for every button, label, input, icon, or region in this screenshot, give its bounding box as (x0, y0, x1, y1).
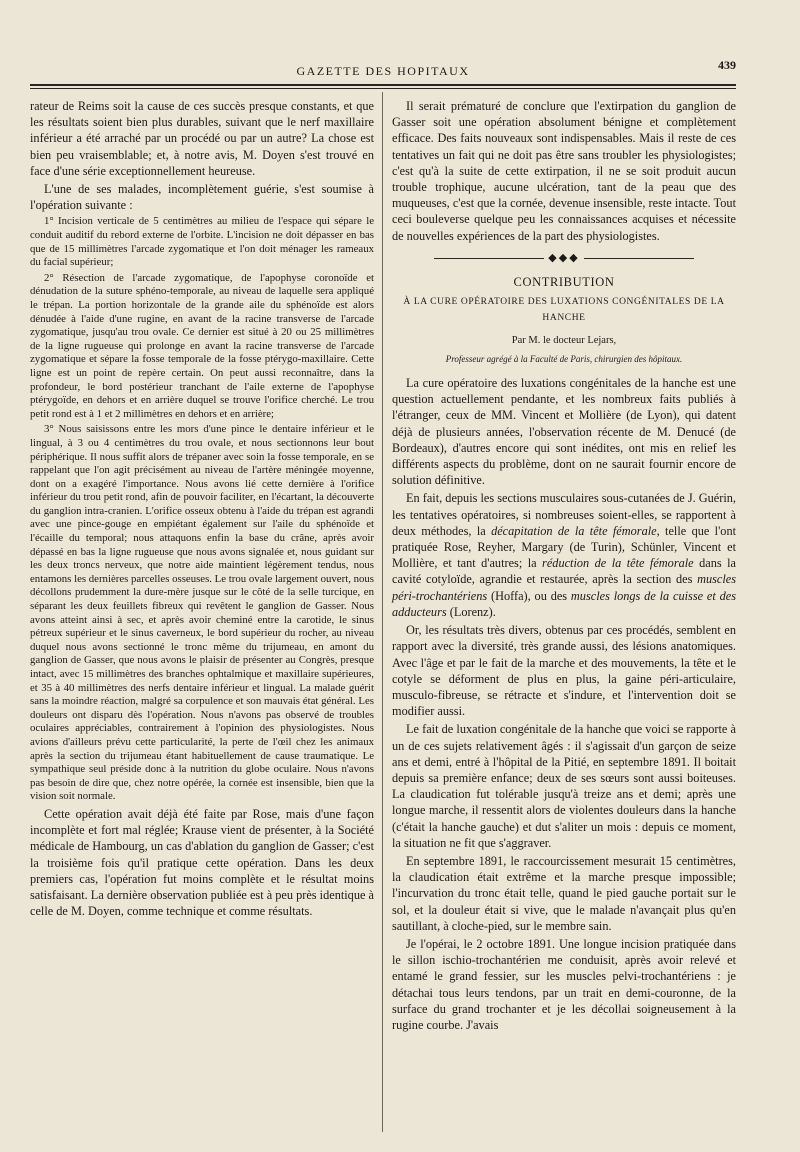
column-divider (382, 92, 383, 1132)
paragraph: Le fait de luxation congénitale de la hanche que voici se rapporte à un de ces sujets relativement âgés : il s'agissait d'un garçon de seize ans et demi, entré à l'hôpital de la Pitié, en septembre 1891. Il boitait depuis sa première enfance; deux de ses sœurs sont aussi boiteuses. La claudication fut tolérable jusqu'à treize ans et demi; après une longue marche, il ressentit alors de violentes douleurs dans la hanche (c'était la hanche gauche) et dut s'aliter un mois : depuis ce moment, la situation ne fit que s'aggraver. (392, 722, 736, 850)
paragraph: Cette opération avait déjà été faite par Rose, mais d'une façon incomplète et fort mal réglée; Krause vient de présenter, à la Société médicale de Hambourg, un cas d'ablation du ganglion de Gasser; c'est la troisième fois qu'il pratique cette opération. Dans les deux premiers cas, l'opération fut moins complète et le résultat moins satisfaisant. La dernière observation publiée est à peu près identique à celle de M. Doyen, comme technique et comme résultats. (30, 806, 374, 919)
header-rule (30, 84, 736, 86)
article-subtitle: À LA CURE OPÉRATOIRE DES LUXATIONS CONGÉNITALES DE LA HANCHE (403, 297, 725, 324)
paragraph: rateur de Reims soit la cause de ces succès presque constants, et que les résultats soient bien plus durables, suivant que le nerf maxillaire inférieur a été arraché par un procédé ou par un autre? La chose est bien peu vraisemblable; et, à notre avis, M. Doyen s'est trouvé en face d'une série exceptionnellement heureuse. (30, 99, 374, 178)
page-header (30, 56, 736, 80)
procedure-step-2: 2° Résection de l'arcade zygomatique, de l'apophyse coronoïde et dénudation de la suture sphéno-temporale, au niveau de laquelle sera appliqué le trépan. La portion horizontale de la grande aile du sphénoïde est alors dénudée à l'aide d'une rugine, en avant de la racine transverse de l'arcade zygomatique, jusqu'au trou ovale. Ce dernier est situé à 20 ou 25 millimètres de la ligne rugueuse qui prolonge en avant la racine transverse de l'arcade zygomatique et sépare la fosse temporale de la fosse ptérygo-maxillaire. Cette ligne est un point de repère certain. On peut aussi reconnaître, dans la profondeur, le bord postérieur tranchant de l'aile externe de l'apophyse ptérygoïde, en dehors et en arrière duquel se trouve l'orifice cherché. Le trou petit rond est à 1 et 2 millimètres en dehors et en arrière; (30, 271, 374, 420)
header-rule-thin (30, 88, 736, 89)
paragraph: Or, les résultats très divers, obtenus par ces procédés, semblent en rapport avec la diversité, très grande aussi, des lésions anatomiques. Avec l'âge et par le fait de la marche et des mouvements, la tête et le cotyle se déforment de plus en plus, la gaine péri-articulaire, musculo-fibreuse, se rétracte et s'indure, et l'intervention doit se modifier aussi. (392, 623, 736, 719)
section-separator: ◆◆◆ (392, 250, 736, 266)
paragraph: En fait, depuis les sections musculaires sous-cutanées de J. Guérin, les tentatives opératoires, si nombreuses soient-elles, se rapportent à deux méthodes, la décapitation de la tête fémorale, telle que l'ont pratiquée Rose, Reyher, Margary (de Turin), Schünler, Vincent et Mollière, et tant d'autres; la réduction de la tête fémorale dans la cavité cotyloïde, agrandie et restaurée, après la section des muscles péri-trochantériens (Hoffa), ou des muscles longs de la cuisse et des adducteurs (Lorenz). (392, 491, 737, 619)
procedure-step-1: 1° Incision verticale de 5 centimètres au milieu de l'espace qui sépare le conduit auditif du rebord externe de l'orbite. L'incision ne doit dépasser en bas que de 15 millimètres l'arcade zygomatique et l'on doit ménager les rameaux du facial supérieur; (30, 215, 374, 269)
author-affiliation: Professeur agrégé à la Faculté de Paris, chirurgien des hôpitaux. (445, 353, 683, 364)
page-number: 439 (718, 58, 736, 72)
running-title: GAZETTE DES HOPITAUX (296, 64, 470, 78)
article-title: CONTRIBUTION (513, 275, 615, 290)
paragraph: Je l'opérai, le 2 octobre 1891. Une longue incision pratiquée dans le sillon ischio-trochantérien me conduisit, après avoir relevé et entamé le grand fessier, sur les muscles pelvi-trochantériens : je détachai tous leurs tendons, par un trait en demi-couronne, de la surface du grand trochanter et je les décollai soigneusement à la rugine courbe. J'avais (392, 936, 736, 1032)
paragraph: La cure opératoire des luxations congénitales de la hanche est une question actuellement pendante, et les nombreux faits publiés à l'étranger, ceux de MM. Vincent et Mollière (de Lyon), qui datent déjà de plusieurs années, l'observation récente de M. Denucé (de Bordeaux), d'autres encore qui sont inédites, ont mis en relief les différents aspects du problème, dont on ne saurait fournir encore de solution définitive. (392, 376, 736, 488)
procedure-step-3: 3° Nous saisissons entre les mors d'une pince le dentaire inférieur et le lingual, à 3 ou 4 centimètres du trou ovale, et nous sectionnons leur bout périphérique. Il nous suffit alors de trépaner avec soin la fosse temporale, en se rappelant que l'on agit précisément au niveau de l'artère méningée moyenne, dont on a exagéré l'importance. Nous avons lié cette dernière à l'orifice inférieur du trou petit rond, afin de pouvoir faciliter, en l'écartant, la découverte du ganglion intra-cranien. L'orifice osseux obtenu à l'aide du trépan est agrandi avec une pince-gouge en empiétant également sur l'aile du sphénoïde et l'écaille du temporal; nous attaquons enfin la base du crâne, après avoir dépassé en bas la ligne rugueuse que nous avons signalée et, nous guidant sur les deux troncs nerveux, que notre aide maintient légèrement tendus, nous entamons les dernières parcelles osseuses. Le trou ovale largement ouvert, nous décollons prudemment la dure-mère jusque sur le côté de la selle turcique, en séparant les deux feuillets fibreux qui revêtent le ganglion de Gasser. Nous avons atteint ainsi à sec, et après avoir cheminé entre la carotide, le sinus pétreux supérieur et le sinus caverneux, le bord supérieur du rocher, au niveau duquel nous avons sectionné le tronc même du trijumeau, en amont du ganglion de Gasser, que nous avons le plaisir de présenter au Congrès, presque intact, avec 15 millimètres des branches ophtalmique et maxillaire supérieures, et 35 à 40 millimètres des nerfs dentaire inférieur et lingual. La malade guérit sans la moindre réaction, malgré sa corpulence et son mauvais état général. Les douleurs ont disparu dès l'opération. Nous n'avons pas observé de troubles oculaires appréciables, contrairement à l'opinion des physiologistes. Nous avions d'ailleurs prévu cette particularité, la perte de l'œil chez les animaux après la section du trijumeau étant habituellement de cause traumatique. Le sympathique seul préside donc à la nutrition du globe oculaire. Nous n'avons pas besoin de dire que, chez notre opérée, la cornée est insensible, bien que la vision soit normale. (30, 423, 374, 803)
paragraph: Il serait prématuré de conclure que l'extirpation du ganglion de Gasser soit une opération absolument bénigne et complètement efficace. Des faits nouveaux sont indispensables. Mais il reste de ces tentatives un fait qui ne doit pas être sans troubler les physiologistes; c'est qu'à la suite de cette extirpation, il ne se soit produit aucun trouble trophique, aucune ulcération, tant de la peau que des muqueuses, c'est que la cornée, devenue insensible, reste intacte. Tout ceci bouleverse quelque peu les connaissances acquises et nécessite de nouvelles expériences de la part des physiologistes. (392, 99, 736, 243)
left-column (30, 98, 374, 921)
article-author: Par M. le docteur Lejars, (511, 334, 617, 346)
paragraph: L'une de ses malades, incomplètement guérie, s'est soumise à l'opération suivante : (30, 182, 374, 213)
right-column (392, 98, 736, 1035)
paragraph: En septembre 1891, le raccourcissement mesurait 15 centimètres, la claudication était extrême et la marche presque impossible; l'incurvation du tronc était telle, quand le pied gauche portait sur le sol, et la douleur était si vive, que le malade n'avançait plus qu'en sautillant, à cloche-pied, sur le membre sain. (392, 853, 736, 933)
